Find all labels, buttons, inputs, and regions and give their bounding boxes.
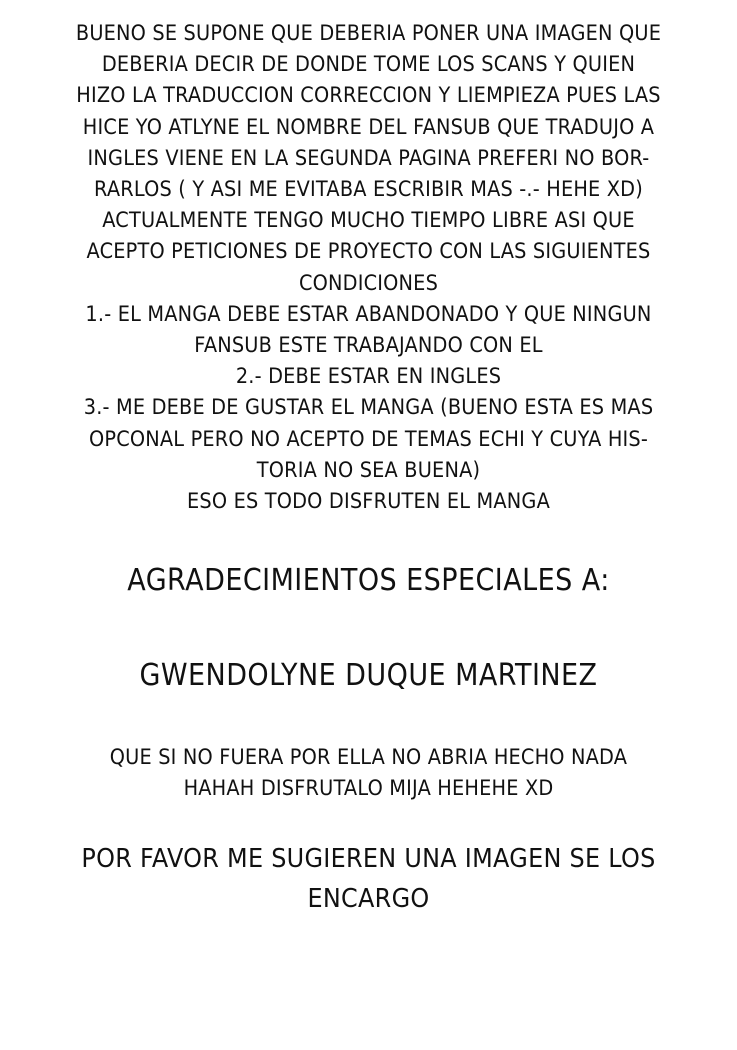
request-line: POR FAVOR ME SUGIEREN UNA IMAGEN SE LOS <box>81 844 656 874</box>
intro-text-block <box>28 18 709 517</box>
request-line: ENCARGO <box>307 884 430 914</box>
intro-line: HIZO LA TRADUCCION CORRECCION Y LIEMPIEZA PUES LAS <box>76 83 661 108</box>
thanked-person-name: GWENDOLYNE DUQUE MARTINEZ <box>139 658 598 693</box>
intro-line: HICE YO ATLYNE EL NOMBRE DEL FANSUB QUE TRADUJO A <box>82 114 655 139</box>
intro-line: ACEPTO PETICIONES DE PROYECTO CON LAS SIGUIENTES <box>86 239 651 264</box>
condition-2: 2.- DEBE ESTAR EN INGLES <box>235 364 502 389</box>
condition-3-continued: OPCONAL PERO NO ACEPTO DE TEMAS ECHI Y CUYA HIS- <box>88 426 649 451</box>
intro-line: BUENO SE SUPONE QUE DEBERIA PONER UNA IMAGEN QUE <box>75 21 662 45</box>
intro-line: DEBERIA DECIR DE DONDE TOME LOS SCANS Y QUIEN <box>101 52 636 77</box>
intro-line: RARLOS ( Y ASI ME EVITABA ESCRIBIR MAS -.- HEHE XD) <box>94 177 643 202</box>
condition-1: 1.- EL MANGA DEBE ESTAR ABANDONADO Y QUE NINGUN <box>85 301 652 326</box>
condition-3: 3.- ME DEBE DE GUSTAR EL MANGA (BUENO ESTA ES MAS <box>83 395 654 420</box>
special-thanks-heading: AGRADECIMIENTOS ESPECIALES A: <box>127 563 610 598</box>
conditions-heading: CONDICIONES <box>298 270 439 295</box>
intro-line: INGLES VIENE EN LA SEGUNDA PAGINA PREFERI NO BOR- <box>87 145 650 170</box>
intro-line: ACTUALMENTE TENGO MUCHO TIEMPO LIBRE ASI QUE <box>102 208 635 233</box>
thanks-message-line: HAHAH DISFRUTALO MIJA HEHEHE XD <box>183 776 554 800</box>
image-request-text <box>0 839 737 919</box>
condition-3-end: TORIA NO SEA BUENA) <box>256 457 481 482</box>
closing-line: ESO ES TODO DISFRUTEN EL MANGA <box>187 489 550 514</box>
condition-1-continued: FANSUB ESTE TRABAJANDO CON EL <box>194 333 543 358</box>
thanks-message-line: QUE SI NO FUERA POR ELLA NO ABRIA HECHO NADA <box>109 745 628 769</box>
thanks-message <box>0 742 737 804</box>
